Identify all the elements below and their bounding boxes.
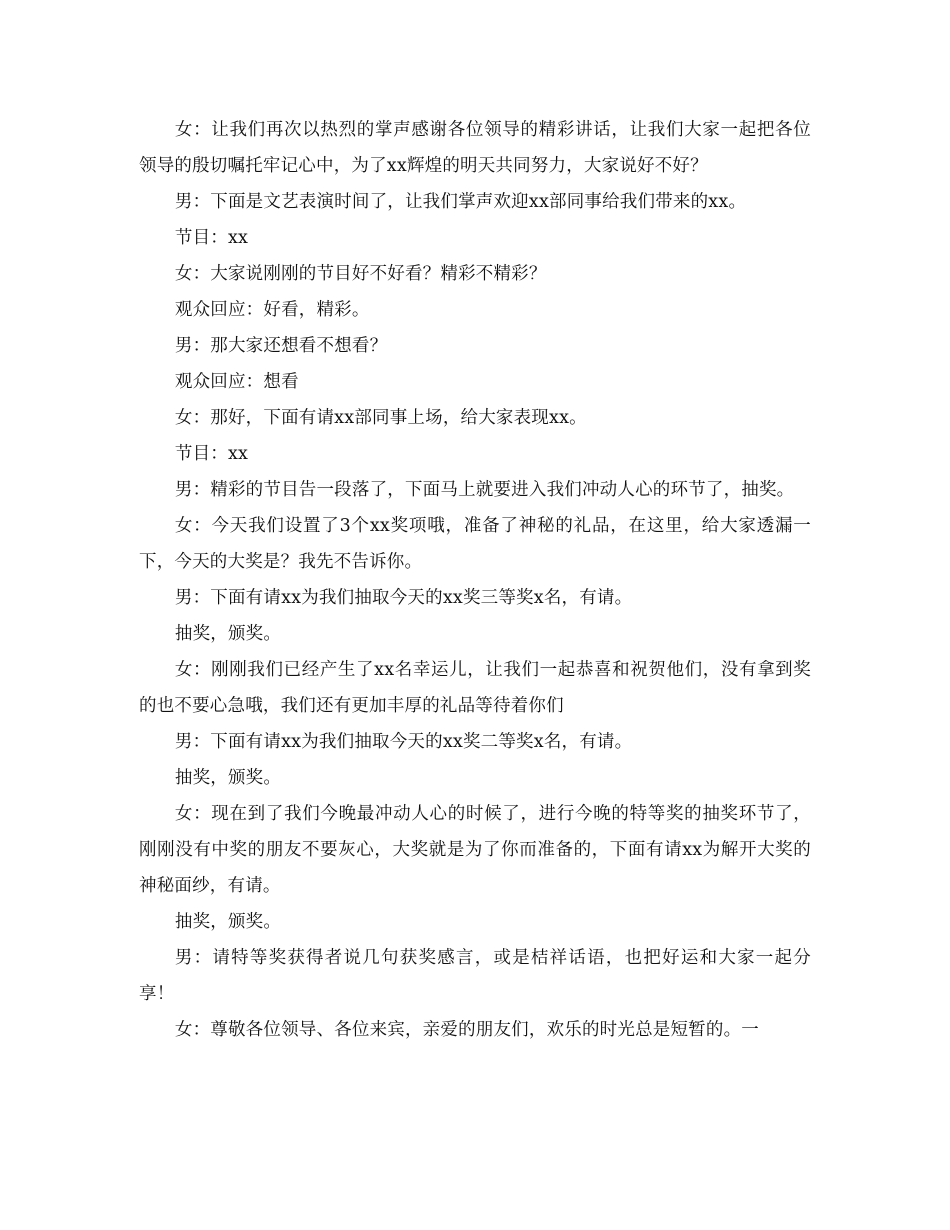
paragraph: 女：刚刚我们已经产生了xx名幸运儿，让我们一起恭喜和祝贺他们，没有拿到奖的也不要心急哦，我们还有更加丰厚的礼品等待着你们 xyxy=(139,660,811,716)
paragraph: 男：精彩的节目告一段落了，下面马上就要进入我们冲动人心的环节了，抽奖。 xyxy=(174,480,795,500)
document-body xyxy=(139,112,811,1048)
paragraph: 女：让我们再次以热烈的掌声感谢各位领导的精彩讲话，让我们大家一起把各位领导的殷切嘱托牢记心中，为了xx辉煌的明天共同努力，大家说好不好？ xyxy=(139,120,811,176)
paragraph: 男：下面是文艺表演时间了，让我们掌声欢迎xx部同事给我们带来的xx。 xyxy=(174,192,747,212)
paragraph: 节目：xx xyxy=(174,228,249,248)
paragraph: 抽奖，颁奖。 xyxy=(174,624,282,644)
paragraph: 男：下面有请xx为我们抽取今天的xx奖三等奖x名，有请。 xyxy=(174,588,633,608)
paragraph: 女：现在到了我们今晚最冲动人心的时候了，进行今晚的特等奖的抽奖环节了，刚刚没有中奖的朋友不要灰心，大奖就是为了你而准备的，下面有请xx为解开大奖的神秘面纱，有请。 xyxy=(139,804,811,896)
paragraph: 抽奖，颁奖。 xyxy=(174,768,282,788)
paragraph: 观众回应：想看 xyxy=(174,372,299,392)
paragraph: 节目：xx xyxy=(174,444,249,464)
paragraph: 观众回应：好看，精彩。 xyxy=(174,300,370,320)
paragraph: 女：尊敬各位领导、各位来宾，亲爱的朋友们，欢乐的时光总是短暂的。一 xyxy=(174,1020,759,1040)
paragraph: 男：那大家还想看不想看？ xyxy=(174,336,388,356)
paragraph: 女：那好，下面有请xx部同事上场，给大家表现xx。 xyxy=(174,408,587,428)
paragraph: 女：今天我们设置了3个xx奖项哦，准备了神秘的礼品，在这里，给大家透漏一下，今天的大奖是？我先不告诉你。 xyxy=(139,516,811,572)
paragraph: 男：下面有请xx为我们抽取今天的xx奖二等奖x名，有请。 xyxy=(174,732,633,752)
paragraph: 男：请特等奖获得者说几句获奖感言，或是桔祥话语，也把好运和大家一起分享！ xyxy=(139,948,811,1004)
paragraph: 女：大家说刚刚的节目好不好看？精彩不精彩？ xyxy=(174,264,547,284)
paragraph: 抽奖，颁奖。 xyxy=(174,912,282,932)
